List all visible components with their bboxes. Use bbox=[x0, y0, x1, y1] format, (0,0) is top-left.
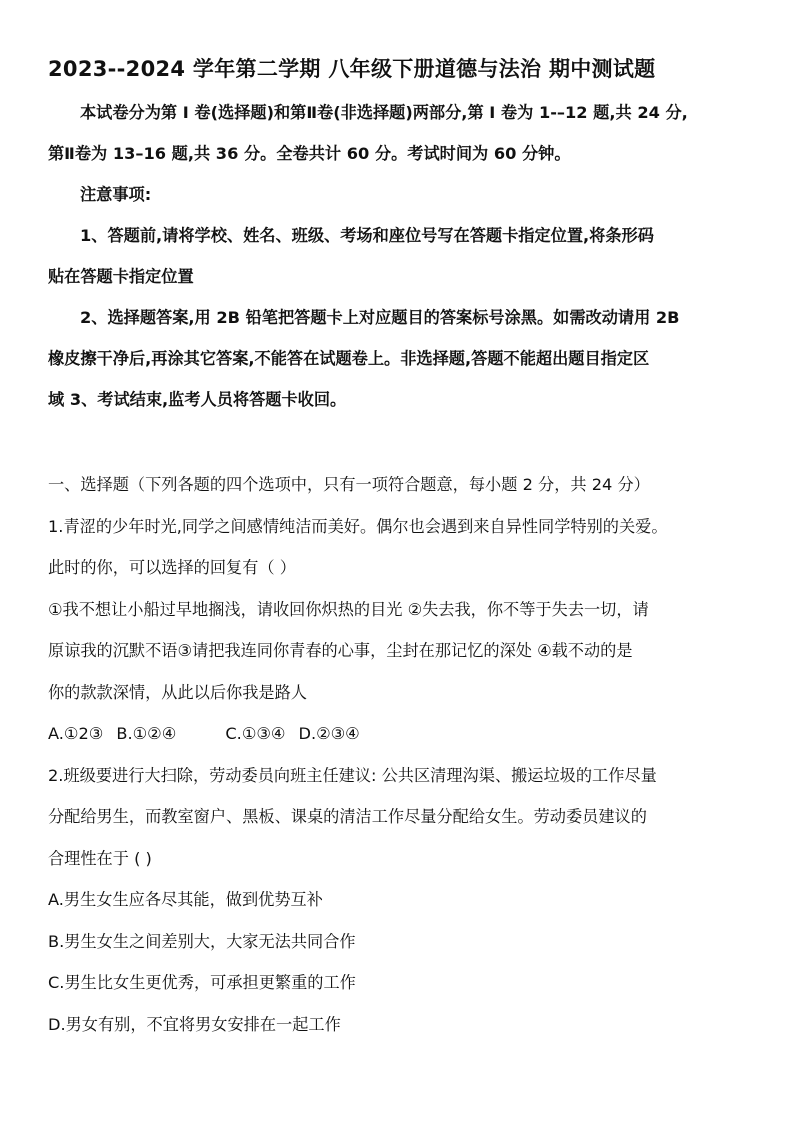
question-1 bbox=[48, 506, 748, 755]
intro-line-2: 第Ⅱ卷为 13–16 题,共 36 分。全卷共计 60 分。考试时间为 60 分钟。 bbox=[48, 144, 571, 163]
exam-instructions bbox=[48, 92, 748, 420]
exam-title: 2023--2024 学年第二学期 八年级下册道德与法治 期中测试题 bbox=[48, 57, 656, 81]
question-2-option-a: A.男生女生应各尽其能，做到优势互补 bbox=[48, 890, 323, 909]
notice-item-2-line-2: 橡皮擦干净后,再涂其它答案,不能答在试题卷上。非选择题,答题不能超出题目指定区 bbox=[48, 349, 650, 368]
question-2-line-2: 分配给男生，而教室窗户、黑板、课桌的清洁工作尽量分配给女生。劳动委员建议的 bbox=[48, 807, 647, 826]
question-2-line-1: 2.班级要进行大扫除，劳动委员向班主任建议: 公共区清理沟渠、搬运垃圾的工作尽量 bbox=[48, 765, 657, 785]
question-2-option-d: D.男女有别，不宜将男女安排在一起工作 bbox=[48, 1014, 341, 1034]
question-1-line-2: 此时的你，可以选择的回复有（ ） bbox=[48, 558, 296, 577]
notice-item-2-line-3: 域 3、考试结束,监考人员将答题卡收回。 bbox=[48, 390, 347, 409]
question-1-option-a: A.①2③ bbox=[48, 724, 104, 743]
section-heading: 一、选择题（下列各题的四个选项中，只有一项符合题意，每小题 2 分，共 24 分） bbox=[48, 475, 650, 494]
question-1-option-d: D.②③④ bbox=[298, 724, 360, 743]
notice-item-1-line-1: 1、答题前,请将学校、姓名、班级、考场和座位号写在答题卡指定位置,将条形码 bbox=[80, 226, 654, 245]
notice-item-2-line-1: 2、选择题答案,用 2B 铅笔把答题卡上对应题目的答案标号涂黑。如需改动请用 2B bbox=[80, 308, 680, 327]
question-1-option-c: C.①③④ bbox=[225, 724, 286, 743]
intro-line-1: 本试卷分为第 I 卷(选择题)和第Ⅱ卷(非选择题)两部分,第 I 卷为 1-–12 题,共 24 分, bbox=[80, 103, 688, 122]
question-2-option-b: B.男生女生之间差别大，大家无法共同合作 bbox=[48, 931, 356, 951]
question-1-line-4: 原谅我的沉默不语③请把我连同你青春的心事，尘封在那记忆的深处 ④载不动的是 bbox=[48, 641, 633, 660]
question-1-line-1: 1.青涩的少年时光,同学之间感情纯洁而美好。偶尔也会遇到来自异性同学特别的关爱。 bbox=[48, 516, 668, 536]
question-1-option-b: B.①②④ bbox=[116, 724, 177, 743]
question-2-line-3: 合理性在于 ( ) bbox=[48, 848, 152, 868]
notice-heading: 注意事项: bbox=[80, 185, 152, 204]
question-2-option-c: C.男生比女生更优秀，可承担更繁重的工作 bbox=[48, 973, 356, 992]
question-1-options bbox=[48, 713, 748, 755]
question-2 bbox=[48, 755, 748, 1046]
question-1-line-3: ①我不想让小船过早地搁浅，请收回你炽热的目光 ②失去我，你不等于失去一切，请 bbox=[48, 599, 649, 619]
section-choice-questions bbox=[48, 464, 748, 1045]
notice-item-1-line-2: 贴在答题卡指定位置 bbox=[48, 267, 194, 286]
question-1-line-5: 你的款款深情，从此以后你我是路人 bbox=[48, 682, 307, 702]
